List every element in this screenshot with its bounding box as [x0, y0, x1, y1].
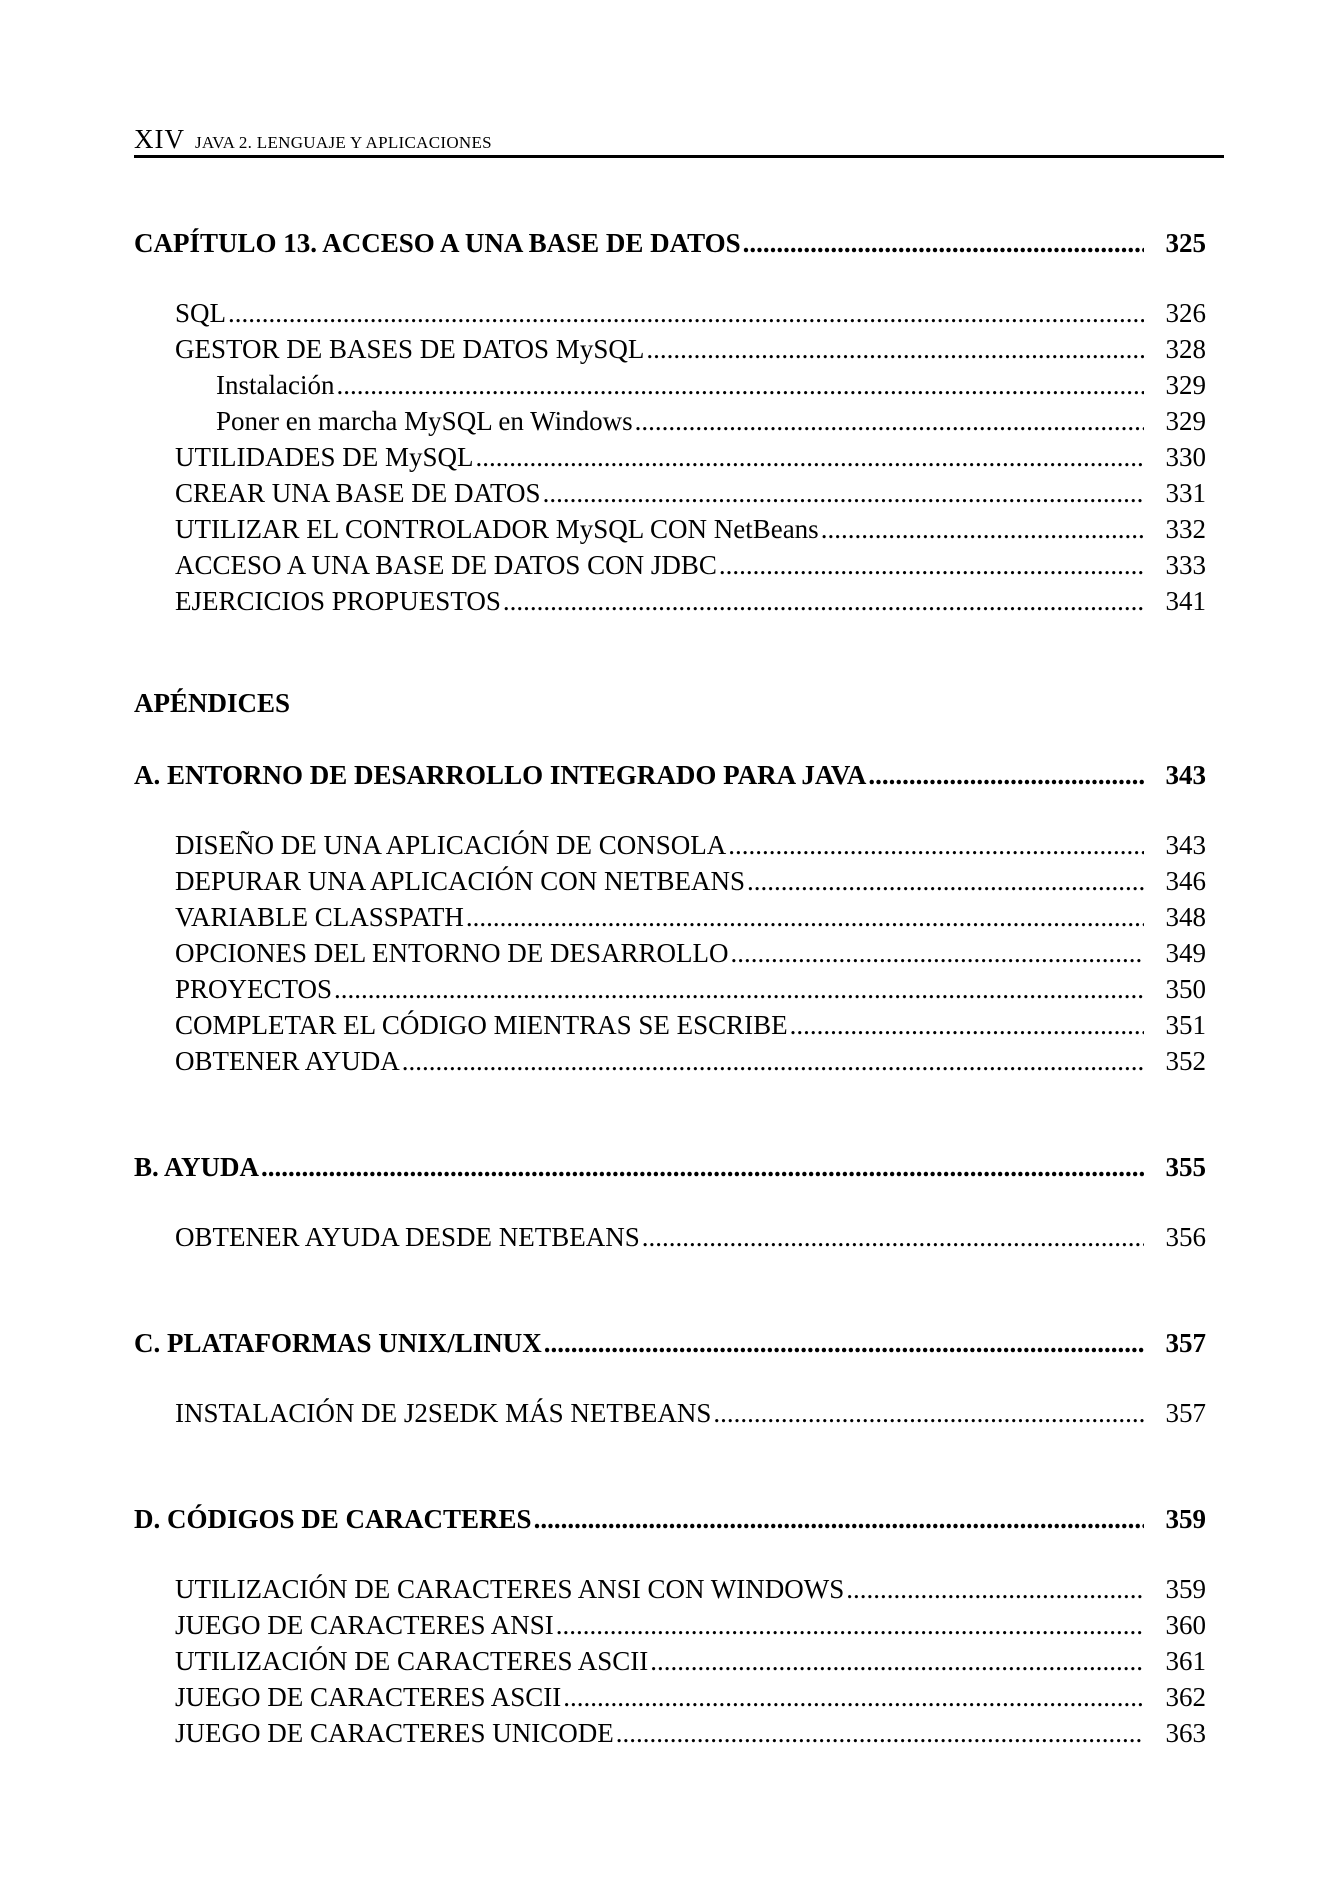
toc-entry-title: INSTALACIÓN DE J2SEDK MÁS NETBEANS	[175, 1398, 712, 1428]
toc-appendix-entry[interactable]	[134, 1152, 1206, 1183]
dot-leader	[747, 866, 1144, 897]
toc-entry-page: 326	[1165, 298, 1206, 328]
toc-entry-page: 356	[1165, 1222, 1206, 1252]
toc-entry-page: 333	[1165, 550, 1206, 580]
dot-leader	[466, 902, 1144, 933]
toc-entry-title: CAPÍTULO 13. ACCESO A UNA BASE DE DATOS	[134, 228, 741, 258]
toc-entry-title: GESTOR DE BASES DE DATOS MySQL	[175, 334, 645, 364]
toc-entry-title: Instalación	[216, 370, 335, 400]
toc-section-entry[interactable]	[175, 830, 1206, 861]
toc-section-entry[interactable]	[175, 902, 1206, 933]
toc-entry-page: 343	[1165, 830, 1206, 860]
book-title: JAVA 2. LENGUAJE Y APLICACIONES	[195, 133, 492, 152]
toc-entry-title: CREAR UNA BASE DE DATOS	[175, 478, 541, 508]
toc-entry-title: C. PLATAFORMAS UNIX/LINUX	[134, 1328, 542, 1358]
toc-entry-title: DISEÑO DE UNA APLICACIÓN DE CONSOLA	[175, 830, 727, 860]
toc-entry-page: 346	[1165, 866, 1206, 896]
toc-entry-page: 362	[1165, 1682, 1206, 1712]
toc-entry-title: EJERCICIOS PROPUESTOS	[175, 586, 501, 616]
toc-section-entry[interactable]	[175, 514, 1206, 545]
toc-entry-title: UTILIZACIÓN DE CARACTERES ANSI CON WINDOWS	[175, 1574, 845, 1604]
toc-section-entry[interactable]	[175, 1610, 1206, 1641]
toc-subsection-entry[interactable]	[216, 406, 1206, 437]
toc-section-entry[interactable]	[175, 1222, 1206, 1253]
dot-leader	[616, 1718, 1144, 1749]
toc-section-entry[interactable]	[175, 586, 1206, 617]
toc-entry-page: 341	[1165, 586, 1206, 616]
toc-entry-page: 350	[1165, 974, 1206, 1004]
toc-section-entry[interactable]	[175, 938, 1206, 969]
toc-subsection-entry[interactable]	[216, 370, 1206, 401]
dot-leader	[543, 478, 1144, 509]
toc-entry-page: 332	[1165, 514, 1206, 544]
toc-entry-page: 328	[1165, 334, 1206, 364]
toc-entry-page: 351	[1165, 1010, 1206, 1040]
toc-entry-page: 357	[1165, 1328, 1206, 1358]
toc-entry-page: 330	[1165, 442, 1206, 472]
dot-leader	[868, 760, 1144, 791]
dot-leader	[646, 334, 1144, 365]
toc-entry-title: JUEGO DE CARACTERES ASCII	[175, 1682, 562, 1712]
dot-leader	[790, 1010, 1144, 1041]
toc-entry-title: ACCESO A UNA BASE DE DATOS CON JDBC	[175, 550, 717, 580]
toc-section-entry[interactable]	[175, 478, 1206, 509]
dot-leader	[821, 514, 1144, 545]
toc-entry-title: OPCIONES DEL ENTORNO DE DESARROLLO	[175, 938, 729, 968]
toc-entry-title: PROYECTOS	[175, 974, 333, 1004]
dot-leader	[728, 830, 1144, 861]
toc-entry-page: 363	[1165, 1718, 1206, 1748]
running-head	[134, 124, 1224, 158]
page-number: XIV	[134, 124, 185, 154]
dot-leader	[534, 1504, 1144, 1535]
dot-leader	[336, 370, 1144, 401]
dot-leader	[544, 1328, 1144, 1359]
dot-leader	[846, 1574, 1144, 1605]
toc-entry-page: 355	[1165, 1152, 1206, 1182]
toc-entry-title: B. AYUDA	[134, 1152, 260, 1182]
toc-appendix-entry[interactable]	[134, 760, 1206, 791]
dot-leader	[261, 1152, 1144, 1183]
dot-leader	[650, 1646, 1144, 1677]
toc-entry-title: OBTENER AYUDA	[175, 1046, 400, 1076]
dot-leader	[635, 406, 1144, 437]
toc-entry-page: 352	[1165, 1046, 1206, 1076]
toc-entry-title: VARIABLE CLASSPATH	[175, 902, 464, 932]
toc-entry-page: 331	[1165, 478, 1206, 508]
toc-section-entry[interactable]	[175, 1398, 1206, 1429]
toc-entry-title: JUEGO DE CARACTERES UNICODE	[175, 1718, 614, 1748]
toc-entry-title: UTILIDADES DE MySQL	[175, 442, 474, 472]
toc-section-entry[interactable]	[175, 866, 1206, 897]
dot-leader	[402, 1046, 1144, 1077]
toc-entry-page: 359	[1165, 1574, 1206, 1604]
toc-entry-title: UTILIZACIÓN DE CARACTERES ASCII	[175, 1646, 649, 1676]
toc-section-entry[interactable]	[175, 298, 1206, 329]
toc-entry-page: 348	[1165, 902, 1206, 932]
toc-entry-title: UTILIZAR EL CONTROLADOR MySQL CON NetBeans	[175, 514, 819, 544]
toc-section-entry[interactable]	[175, 550, 1206, 581]
toc-entry-page: 343	[1165, 760, 1206, 790]
toc-entry-title: Poner en marcha MySQL en Windows	[216, 406, 633, 436]
dot-leader	[556, 1610, 1144, 1641]
toc-entry-page: 360	[1165, 1610, 1206, 1640]
toc-entry-page: 359	[1165, 1504, 1206, 1534]
toc-entry-title: DEPURAR UNA APLICACIÓN CON NETBEANS	[175, 866, 746, 896]
dot-leader	[743, 228, 1144, 259]
toc-entry-page: 349	[1165, 938, 1206, 968]
toc-entry-title: D. CÓDIGOS DE CARACTERES	[134, 1504, 532, 1534]
appendices-heading: APÉNDICES	[134, 688, 291, 718]
header-rule	[134, 155, 1224, 158]
dot-leader	[563, 1682, 1144, 1713]
dot-leader	[713, 1398, 1144, 1429]
toc-section-entry[interactable]	[175, 974, 1206, 1005]
dot-leader	[719, 550, 1144, 581]
toc-section-entry[interactable]	[175, 1046, 1206, 1077]
toc-entry-page: 329	[1165, 370, 1206, 400]
toc-appendix-entry[interactable]	[134, 1504, 1206, 1535]
toc-entry-page: 325	[1165, 228, 1206, 258]
toc-section-entry[interactable]	[175, 1718, 1206, 1749]
dot-leader	[228, 298, 1144, 329]
dot-leader	[503, 586, 1144, 617]
toc-entry-page: 357	[1165, 1398, 1206, 1428]
toc-section-entry[interactable]	[175, 1682, 1206, 1713]
toc-section-entry[interactable]	[175, 1646, 1206, 1677]
toc-section-entry[interactable]	[175, 442, 1206, 473]
dot-leader	[642, 1222, 1144, 1253]
toc-entry-page: 329	[1165, 406, 1206, 436]
toc-entry-title: A. ENTORNO DE DESARROLLO INTEGRADO PARA JAVA	[134, 760, 867, 790]
toc-chapter-entry[interactable]	[134, 228, 1206, 259]
toc-section-entry[interactable]	[175, 334, 1206, 365]
dot-leader	[731, 938, 1145, 969]
toc-section-entry[interactable]	[175, 1574, 1206, 1605]
toc-entry-title: SQL	[175, 298, 227, 328]
toc-entry-title: OBTENER AYUDA DESDE NETBEANS	[175, 1222, 640, 1252]
toc-section-entry[interactable]	[175, 1010, 1206, 1041]
toc-entry-page: 361	[1165, 1646, 1206, 1676]
dot-leader	[334, 974, 1144, 1005]
toc-entry-title: COMPLETAR EL CÓDIGO MIENTRAS SE ESCRIBE	[175, 1010, 788, 1040]
toc-entry-title: JUEGO DE CARACTERES ANSI	[175, 1610, 554, 1640]
toc-appendix-entry[interactable]	[134, 1328, 1206, 1359]
dot-leader	[475, 442, 1144, 473]
